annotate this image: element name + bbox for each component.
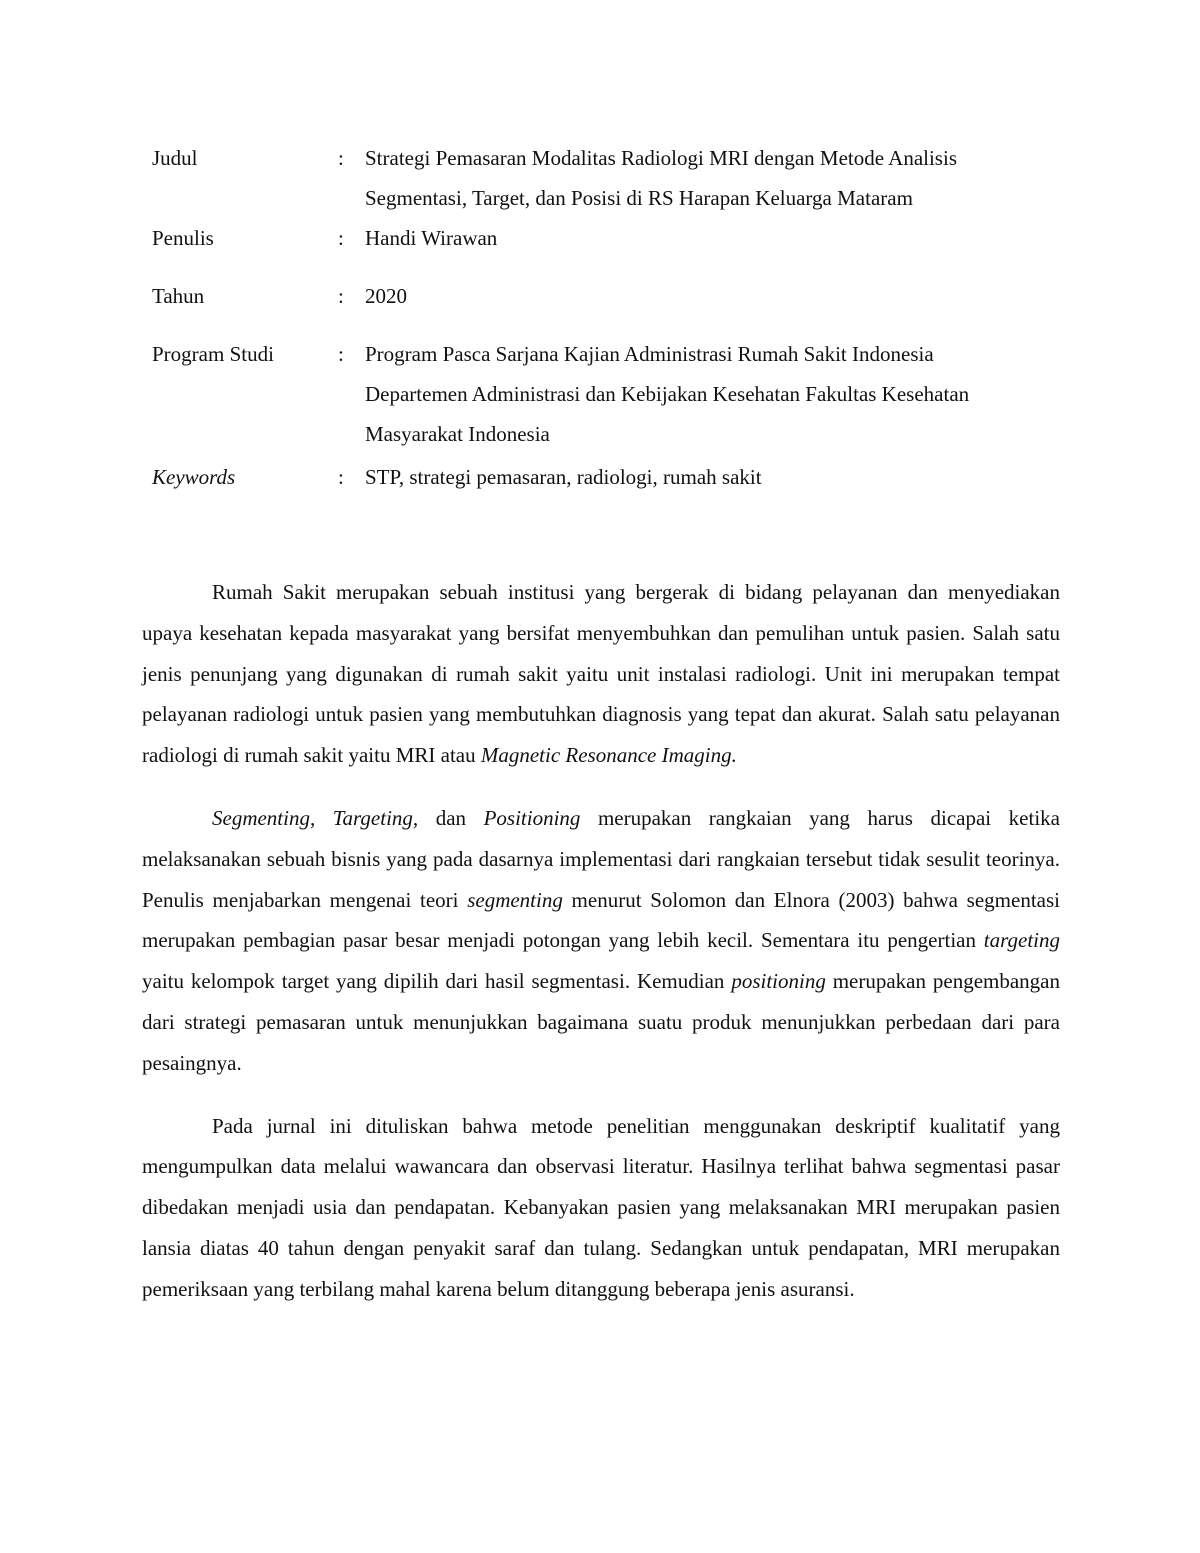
meta-colon: :	[338, 284, 344, 308]
meta-value-keywords: STP, strategi pemasaran, radiologi, rumah sakit	[365, 465, 762, 489]
meta-value-program-studi	[365, 334, 1062, 454]
meta-row-judul	[152, 138, 1062, 218]
meta-label-penulis: Penulis	[152, 226, 214, 250]
meta-row-keywords	[152, 457, 1062, 497]
paragraph-2-text: merupakan pengembangan dari strategi pemasaran untuk menunjukkan bagaimana suatu produk menunjukkan perbedaan dari para pesaingnya.	[142, 969, 1060, 1075]
meta-label-tahun: Tahun	[152, 284, 205, 308]
paragraph-2-text: yaitu kelompok target yang dipilih dari hasil segmentasi. Kemudian	[142, 969, 732, 994]
paragraph-1-text: Rumah Sakit merupakan sebuah institusi yang bergerak di bidang pelayanan dan menyediakan upaya kesehatan kepada masyarakat yang bersifat menyembuhkan dan pemulihan untuk pasien. Salah satu jenis penunjang yang digunakan di rumah sakit yaitu unit instalasi radiologi. Unit ini merupakan tempat pelayanan radiologi untuk pasien yang membutuhkan diagnosis yang tepat dan akurat. Salah satu pelayanan radiologi di rumah sakit yaitu MRI atau	[142, 580, 1060, 768]
meta-value-tahun: 2020	[365, 284, 407, 308]
meta-label-judul: Judul	[152, 146, 198, 170]
meta-colon: :	[338, 342, 344, 366]
meta-row-program-studi	[152, 334, 1062, 454]
body-text	[142, 572, 1060, 1332]
judul-line-2: Segmentasi, Target, dan Posisi di RS Harapan Keluarga Mataram	[365, 186, 913, 210]
meta-colon: :	[338, 226, 344, 250]
judul-line-1: Strategi Pemasaran Modalitas Radiologi MRI dengan Metode Analisis	[365, 146, 957, 170]
paragraph-3	[142, 1106, 1060, 1310]
paragraph-3-text: Pada jurnal ini dituliskan bahwa metode penelitian menggunakan deskriptif kualitatif yang mengumpulkan data melalui wawancara dan observasi literatur. Hasilnya terlihat bahwa segmentasi pasar dibedakan menjadi usia dan pendapatan. Kebanyakan pasien yang melaksanakan MRI merupakan pasien lansia diatas 40 tahun dengan penyakit saraf dan tulang. Sedangkan untuk pendapatan, MRI merupakan pemeriksaan yang terbilang mahal karena belum ditanggung beberapa jenis asuransi.	[142, 1113, 1060, 1301]
paragraph-2-text: menurut Solomon dan Elnora (2003) bahwa segmentasi merupakan pembagian pasar besar menjadi potongan yang lebih kecil. Sementara itu pengertian	[142, 887, 1060, 953]
program-studi-line-2: Departemen Administrasi dan Kebijakan Kesehatan Fakultas Kesehatan	[365, 382, 970, 406]
term-positioning-lower: positioning	[731, 969, 826, 994]
meta-row-tahun	[152, 276, 1062, 316]
paragraph-1	[142, 572, 1060, 776]
paragraph-2	[142, 798, 1060, 1084]
meta-label-keywords: Keywords	[152, 465, 236, 489]
paragraph-2-text: merupakan rangkaian yang harus dicapai ketika melaksanakan sebuah bisnis yang pada dasarnya implementasi dari rangkaian tersebut tidak sesulit teorinya. Penulis menjabarkan mengenai teori	[142, 805, 1060, 912]
program-studi-line-3: Masyarakat Indonesia	[365, 422, 550, 446]
paragraph-2-text: dan	[418, 805, 484, 830]
metadata-block	[152, 138, 1062, 497]
paragraph-1-italic: Magnetic Resonance Imaging.	[480, 743, 737, 768]
program-studi-line-1: Program Pasca Sarjana Kajian Administrasi Rumah Sakit Indonesia	[365, 342, 934, 366]
term-segmenting: segmenting	[467, 887, 563, 912]
term-segmenting-targeting: Segmenting, Targeting,	[212, 805, 419, 830]
term-targeting: targeting	[983, 928, 1060, 953]
term-positioning: Positioning	[483, 805, 581, 830]
meta-label-program-studi: Program Studi	[152, 342, 274, 366]
meta-value-penulis: Handi Wirawan	[365, 226, 498, 250]
meta-row-penulis	[152, 218, 1062, 258]
meta-value-judul	[365, 138, 1062, 218]
meta-colon: :	[338, 146, 344, 170]
meta-colon: :	[338, 465, 344, 489]
